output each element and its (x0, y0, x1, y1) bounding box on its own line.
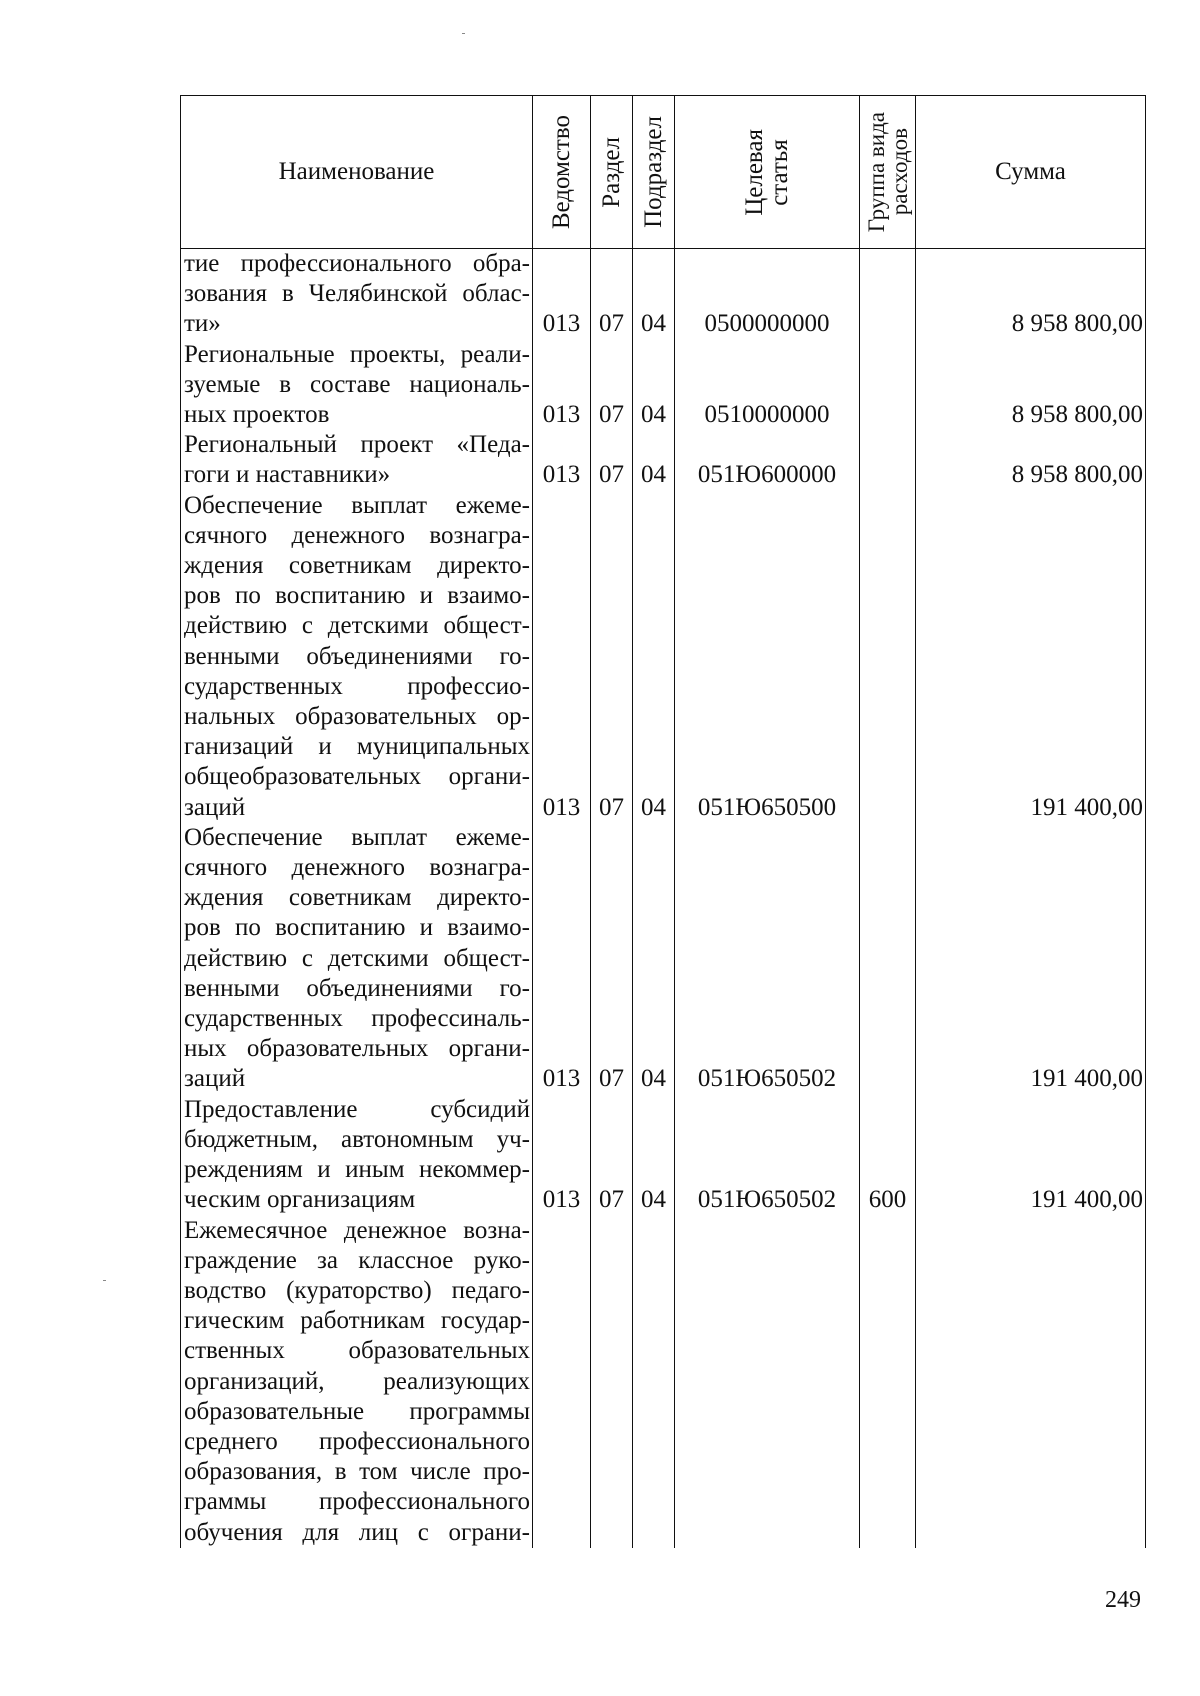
name-line: ческим организациям (184, 1186, 416, 1214)
name-line: сударственных профессио- (184, 672, 530, 700)
page-number: 249 (1105, 1587, 1141, 1613)
header-vedomstvo: Ведомство (533, 96, 591, 249)
row-name-cell (181, 340, 533, 431)
cell-summa: 191 400,00 (916, 491, 1146, 823)
name-line: образовательные программы (184, 1397, 530, 1425)
cell-razdel: 07 (591, 1095, 633, 1216)
name-line: Обеспечение выплат ежеме- (184, 491, 530, 519)
name-line: ров по воспитанию и взаимо- (184, 582, 530, 610)
header-celevaya-statya: Целевая статья (675, 96, 860, 249)
name-line: бюджетным, автономным уч- (184, 1125, 530, 1153)
name-line: граждение за классное руко- (184, 1246, 530, 1274)
cell-summa: 8 958 800,00 (916, 340, 1146, 431)
name-line: действию с детскими общест- (184, 612, 530, 640)
name-line: сударственных профессиналь- (184, 1005, 530, 1033)
cell-vedomstvo: 013 (533, 1095, 591, 1216)
header-name: Наименование (181, 96, 533, 249)
name-line: образования, в том числе про- (184, 1458, 530, 1486)
cell-summa (916, 1216, 1146, 1548)
cell-podrazdel: 04 (633, 249, 675, 340)
name-line: венными объединениями го- (184, 974, 530, 1002)
name-line: ных проектов (184, 401, 330, 429)
name-line: реждениям и иным некоммер- (184, 1156, 530, 1184)
cell-gruppa (860, 340, 916, 431)
row-name-cell (181, 1095, 533, 1216)
cell-celevaya-statya: 0510000000 (675, 340, 860, 431)
row-name-cell (181, 1216, 533, 1548)
name-line: Предоставление субсидий (184, 1095, 530, 1123)
cell-razdel (591, 1216, 633, 1548)
name-line: ных образовательных органи- (184, 1035, 530, 1063)
cell-podrazdel (633, 1216, 675, 1548)
name-line: ственных образовательных (184, 1337, 530, 1365)
cell-celevaya-statya: 051Ю650502 (675, 823, 860, 1095)
name-line: венными объединениями го- (184, 642, 530, 670)
cell-gruppa (860, 823, 916, 1095)
table-row (181, 491, 1146, 823)
header-gruppa-vida-rashodov: Группа вида расходов (860, 96, 916, 249)
cell-podrazdel: 04 (633, 823, 675, 1095)
name-line: заций (184, 793, 246, 821)
cell-razdel: 07 (591, 823, 633, 1095)
name-line: ти» (184, 310, 221, 338)
table-row (181, 340, 1146, 431)
cell-podrazdel: 04 (633, 430, 675, 490)
name-line: действию с детскими общест- (184, 944, 530, 972)
cell-vedomstvo: 013 (533, 249, 591, 340)
cell-razdel: 07 (591, 340, 633, 431)
name-line: Обеспечение выплат ежеме- (184, 823, 530, 851)
cell-gruppa: 600 (860, 1095, 916, 1216)
name-line: организаций, реализующих (184, 1367, 530, 1395)
cell-vedomstvo: 013 (533, 823, 591, 1095)
cell-gruppa (860, 491, 916, 823)
row-name-cell (181, 430, 533, 490)
cell-vedomstvo: 013 (533, 491, 591, 823)
cell-summa: 8 958 800,00 (916, 249, 1146, 340)
name-line: заций (184, 1065, 246, 1093)
name-line: ждения советникам директо- (184, 884, 530, 912)
name-line: общеобразовательных органи- (184, 763, 530, 791)
cell-gruppa (860, 430, 916, 490)
cell-razdel: 07 (591, 491, 633, 823)
table-body (181, 249, 1146, 1548)
row-name-cell (181, 823, 533, 1095)
name-line: граммы профессионального (184, 1488, 530, 1516)
cell-vedomstvo (533, 1216, 591, 1548)
cell-celevaya-statya: 0500000000 (675, 249, 860, 340)
cell-summa: 191 400,00 (916, 823, 1146, 1095)
name-line: среднего профессионального (184, 1427, 530, 1455)
table-row (181, 1095, 1146, 1216)
cell-summa: 191 400,00 (916, 1095, 1146, 1216)
cell-summa: 8 958 800,00 (916, 430, 1146, 490)
cell-gruppa (860, 1216, 916, 1548)
cell-razdel: 07 (591, 249, 633, 340)
name-line: зования в Челябинской облас- (184, 280, 530, 308)
name-line: нальных образовательных ор- (184, 703, 530, 731)
cell-podrazdel: 04 (633, 491, 675, 823)
table-row (181, 249, 1146, 340)
row-name-cell (181, 491, 533, 823)
table-row (181, 430, 1146, 490)
name-line: гическим работникам государ- (184, 1307, 530, 1335)
scan-speck (462, 33, 465, 34)
header-podrazdel: Подраздел (633, 96, 675, 249)
cell-celevaya-statya: 051Ю650502 (675, 1095, 860, 1216)
header-summa: Сумма (916, 96, 1146, 249)
cell-podrazdel: 04 (633, 1095, 675, 1216)
table-header (181, 96, 1146, 249)
name-line: гоги и наставники» (184, 461, 391, 489)
table-row (181, 1216, 1146, 1548)
name-line: Региональные проекты, реали- (184, 340, 530, 368)
row-name-cell (181, 249, 533, 340)
name-line: ров по воспитанию и взаимо- (184, 914, 530, 942)
name-line: обучения для лиц с ограни- (184, 1518, 530, 1546)
cell-vedomstvo: 013 (533, 430, 591, 490)
cell-vedomstvo: 013 (533, 340, 591, 431)
name-line: Региональный проект «Педа- (184, 431, 530, 459)
name-line: ганизаций и муниципальных (184, 733, 530, 761)
cell-gruppa (860, 249, 916, 340)
cell-celevaya-statya (675, 1216, 860, 1548)
cell-celevaya-statya: 051Ю600000 (675, 430, 860, 490)
table-row (181, 823, 1146, 1095)
scan-speck (103, 1280, 106, 1281)
name-line: Ежемесячное денежное возна- (184, 1216, 530, 1244)
name-line: тие профессионального обра- (184, 250, 530, 277)
cell-celevaya-statya: 051Ю650500 (675, 491, 860, 823)
name-line: зуемые в составе националь- (184, 370, 530, 398)
name-line: сячного денежного вознагра- (184, 521, 530, 549)
name-line: ждения советникам директо- (184, 552, 530, 580)
header-razdel: Раздел (591, 96, 633, 249)
cell-podrazdel: 04 (633, 340, 675, 431)
budget-table (180, 95, 1146, 1548)
cell-razdel: 07 (591, 430, 633, 490)
name-line: сячного денежного вознагра- (184, 854, 530, 882)
name-line: водство (кураторство) педаго- (184, 1276, 530, 1304)
